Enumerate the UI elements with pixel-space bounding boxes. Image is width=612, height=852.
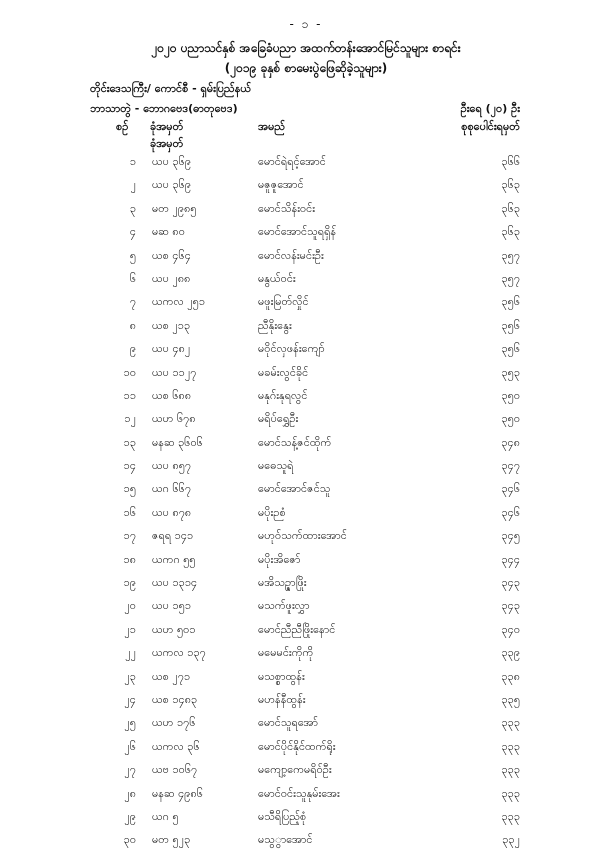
row-number: ၁၁ <box>123 388 136 402</box>
table-row <box>0 524 612 547</box>
row-score: ၃၄၇ <box>501 459 520 473</box>
row-roll-number: ယဂ ၆၆၇ <box>152 482 192 496</box>
row-name: မပိုးဉစံ <box>258 505 286 519</box>
row-name: မနွယ်ဝင်း <box>258 271 296 285</box>
row-score: ၃၄၄ <box>501 552 520 566</box>
row-score: ၃၃၃ <box>501 739 520 753</box>
row-name: မောင်ညီညီဖြိုးနောင် <box>258 622 336 636</box>
row-roll-number: မတ ၂၉၈၅ <box>152 201 197 215</box>
row-name: မောင်သူရအော် <box>258 716 318 730</box>
row-roll-number: ယကလ ၃၆ <box>152 739 200 753</box>
table-row <box>0 361 612 384</box>
row-name: မကျော့ကေမရိဝ်ဦး <box>258 763 332 777</box>
table-row <box>0 407 612 430</box>
table-row <box>0 173 612 196</box>
row-name: မောင်သန့်ဇင်ထိုက် <box>258 435 332 449</box>
table-row <box>0 337 612 360</box>
row-name: မရိပ်ရွှေဦး <box>258 412 299 426</box>
row-number: ၂၆ <box>124 739 136 753</box>
row-score: ၃၃၃ <box>501 716 520 730</box>
row-score: ၃၃၃ <box>501 786 520 800</box>
row-score: ၃၄၅ <box>501 529 520 543</box>
row-roll-number: ယဂ ၅ <box>152 809 179 823</box>
row-number: ၁ <box>129 155 136 168</box>
row-number: ၁၃ <box>123 435 136 449</box>
table-row <box>0 782 612 805</box>
row-roll-number: ယပ ၄၈၂ <box>152 342 191 356</box>
table-row <box>0 290 612 313</box>
table-row <box>0 688 612 711</box>
row-name: မဟုဝ်သက်ထားအောင် <box>258 529 347 543</box>
row-score: ၃၃၃ <box>501 763 520 777</box>
table-row <box>0 314 612 337</box>
row-number: ၅ <box>129 248 136 262</box>
row-number: ၁၄ <box>123 459 136 473</box>
row-number: ၂၀ <box>124 599 136 613</box>
row-roll-number: မတ ၅၂၃ <box>152 833 191 847</box>
row-roll-number: ယဗ ၁၀၆၇ <box>152 763 198 777</box>
row-score: ၃၆၃ <box>501 178 520 192</box>
row-score: ၃၅၇ <box>501 271 520 285</box>
table-row <box>0 711 612 734</box>
row-number: ၁၀ <box>123 365 136 379</box>
total-count: ဦးရေ (၂၀) ဦး <box>460 102 520 115</box>
row-score: ၃၆၆ <box>501 155 520 168</box>
row-score: ၃၆၃ <box>501 201 520 215</box>
row-score: ၃၅၇ <box>501 248 520 262</box>
table-row <box>0 384 612 407</box>
row-score: ၃၃၉ <box>501 646 520 660</box>
row-name: မခမ်းလွင်ခိုင် <box>258 365 309 379</box>
header-name: အမည် <box>258 120 286 133</box>
row-roll-number: ယစ ၆၈၈ <box>152 388 192 402</box>
table-row <box>0 197 612 220</box>
row-roll-number: ယစ ၁၄၈၃ <box>152 692 198 706</box>
row-score: ၃၅၆ <box>501 342 520 356</box>
row-name: မအိသဉ္ဇာဖြိုး <box>258 576 307 590</box>
row-name: မမေမင်းကိုကို <box>258 646 314 660</box>
table-row <box>0 454 612 477</box>
row-score: ၃၃၅ <box>501 692 520 706</box>
row-roll-number: ယဟ ၅၀၁ <box>152 622 196 636</box>
row-score: ၃၅၃ <box>501 365 520 379</box>
row-number: ၂၇ <box>124 763 136 777</box>
row-number: ၂၁ <box>124 622 136 636</box>
row-score: ၃၃၃ <box>501 809 520 823</box>
table-row <box>0 594 612 617</box>
table-row <box>0 501 612 524</box>
row-number: ၂ <box>130 178 136 192</box>
row-name: မနုဂ်းနုရလွင် <box>258 388 308 402</box>
row-name: မောင်ပိုင်နိုင်ထက်ရိုး <box>258 739 336 753</box>
row-name: မဟန်နီထွန်း <box>258 692 306 706</box>
row-roll-number: ယပ ၃၆၉ <box>152 178 192 192</box>
row-number: ၂၉ <box>124 809 136 823</box>
row-number: ၁၈ <box>123 552 136 566</box>
table-row <box>0 477 612 500</box>
row-roll-number: ယဟ ၁၇၆ <box>152 716 196 730</box>
row-number: ၃ <box>129 201 136 215</box>
row-name: မောင်ရဲရင့်အောင် <box>258 155 326 168</box>
results-table <box>0 150 612 852</box>
table-row <box>0 735 612 758</box>
row-roll-number: ယစ ၂၇၁ <box>152 669 191 683</box>
row-roll-number: ယပ ၁၅၁ <box>152 599 192 613</box>
table-row <box>0 150 612 173</box>
row-name: မောင်ဝင်းသူနုမ်းအေး <box>258 786 340 800</box>
document-subtitle: (၂၀၁၉ ခုနှစ် စာမေးပွဲဖြေဆိုခဲ့သူများ) <box>224 61 388 75</box>
row-roll-number: ယပ ၁၃၁၄ <box>152 576 198 590</box>
row-roll-number: မနဆ ၄၉၈၆ <box>152 786 203 800</box>
row-score: ၃၅၀ <box>501 388 520 402</box>
row-roll-number: ယပ ၁၁၂၇ <box>152 365 197 379</box>
row-score: ၃၄၆ <box>501 505 520 519</box>
row-name: မောင်အောင်သူရရှိန် <box>258 225 337 239</box>
row-number: ၆ <box>129 271 136 285</box>
row-number: ၂၈ <box>124 786 136 800</box>
row-number: ၄ <box>129 225 136 239</box>
row-roll-number: ယစ ၄၆၄ <box>152 248 191 262</box>
row-name: မောင်လန်းမင်းဦး <box>258 248 324 262</box>
row-name: ညီနိုးနွေး <box>258 318 292 332</box>
row-roll-number: ယပ ၂၈၈ <box>152 271 191 285</box>
row-number: ၇ <box>129 295 136 309</box>
row-number: ၁၆ <box>123 505 136 519</box>
row-score: ၃၅၆ <box>501 295 520 309</box>
row-roll-number: ယစ ၂၁၃ <box>152 318 191 332</box>
row-roll-number: မနဆ ၃၆၀၆ <box>152 435 203 449</box>
row-name: မဖူးမြတ်လှိုင် <box>258 295 309 309</box>
table-row <box>0 805 612 828</box>
table-row <box>0 641 612 664</box>
row-roll-number: ဇရရ ၁၄၁ <box>152 529 194 543</box>
row-score: ၃၆၃ <box>501 225 520 239</box>
row-number: ၁၇ <box>123 529 136 543</box>
row-roll-number: ယကလ ၂၅၁ <box>152 295 206 309</box>
row-number: ၂၂ <box>125 646 136 660</box>
row-name: မသီရိပြည့်စုံ <box>258 809 307 823</box>
table-row <box>0 431 612 454</box>
row-score: ၃၅၀ <box>501 412 520 426</box>
row-roll-number: ယဟ ၆၇၈ <box>152 412 196 426</box>
table-row <box>0 244 612 267</box>
table-row <box>0 618 612 641</box>
row-number: ၁၂ <box>124 412 136 426</box>
row-number: ၂၃ <box>124 669 136 683</box>
header-reg-sub: ခုံအမှတ် <box>150 137 184 150</box>
row-roll-number: ယပ ၈၇၈ <box>152 505 192 519</box>
table-row <box>0 665 612 688</box>
row-score: ၃၃၂ <box>502 833 520 847</box>
row-name: မောင်သိန်းဝင်း <box>258 201 316 215</box>
row-roll-number: ယကဂ ၅၅ <box>152 552 196 566</box>
row-score: ၃၄၃ <box>501 576 520 590</box>
row-score: ၃၃၈ <box>501 669 520 683</box>
header-no: စဉ် <box>116 120 129 133</box>
row-number: ၃၀ <box>123 833 136 847</box>
row-roll-number: ယကလ ၁၃၇ <box>152 646 206 660</box>
row-name: မဓေသူရဲ <box>258 459 294 473</box>
row-score: ၃၄၃ <box>501 599 520 613</box>
row-name: မသစ္စာထွန်း <box>258 669 305 683</box>
table-row <box>0 548 612 571</box>
header-score: စုစုပေါင်းရမှတ် <box>461 120 520 133</box>
table-row <box>0 758 612 781</box>
row-number: ၁၉ <box>123 576 136 590</box>
table-row <box>0 267 612 290</box>
row-name: မသွွာအောင် <box>258 833 313 847</box>
row-roll-number: ယပ ၈၅၇ <box>152 459 192 473</box>
district-label: တိုင်းဒေသကြီး/ ကောင်စီ - ရှမ်းပြည်နယ် <box>90 82 252 95</box>
row-number: ၂၅ <box>124 716 136 730</box>
table-row <box>0 828 612 851</box>
row-roll-number: ယပ ၃၆၉ <box>152 155 192 168</box>
row-score: ၃၄၆ <box>501 482 520 496</box>
row-number: ၁၅ <box>123 482 136 496</box>
row-name: မောင်အောင်ဇင်သူ <box>258 482 331 496</box>
row-score: ၃၄၈ <box>501 435 520 449</box>
row-score: ၃၅၆ <box>501 318 520 332</box>
row-number: ၂၄ <box>124 692 136 706</box>
row-score: ၃၄၀ <box>501 622 520 636</box>
table-row <box>0 220 612 243</box>
row-name: မဝိုင်လှဖန်းကျော် <box>258 342 325 356</box>
table-row <box>0 571 612 594</box>
document-title: ၂၀၂၀ ပညာသင်နှစ် အခြေခံပညာ အထက်တန်းအောင်မြင်သူများ စာရင်း <box>151 41 461 55</box>
row-number: ၉ <box>129 342 136 356</box>
page-number: - ၁ - <box>289 17 323 31</box>
row-roll-number: မဆ ၈၀ <box>152 225 185 239</box>
row-name: မဇူဇူအောင် <box>258 178 304 192</box>
row-number: ၈ <box>129 318 136 332</box>
row-name: မသက်ဖူးလွှာ <box>258 599 310 613</box>
row-name: မပိုးအိဇော် <box>258 552 301 566</box>
header-reg: ခုံအမှတ် <box>150 120 184 133</box>
subject-label: ဘာသာတွဲ - ဘောဂဗေဒ(ဓာတုဗေဒ) <box>90 102 238 115</box>
